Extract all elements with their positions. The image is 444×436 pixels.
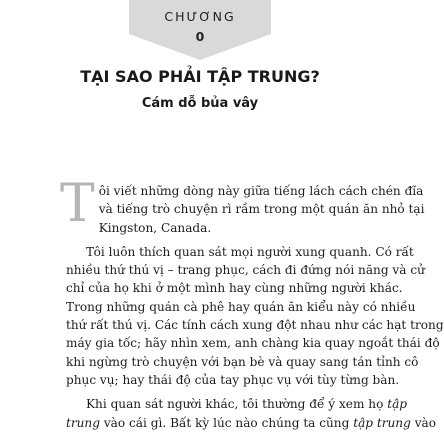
text-line: Kingston, Canada.: [98, 220, 212, 235]
text-line: khi ngừng trò chuyện với bạn bè và quay sang tán tỉnh cô: [66, 354, 419, 369]
text-line: nhiều thứ thú vị – trang phục, cách đi đứng nói năng và cử: [66, 263, 425, 278]
body-text: [60, 174, 444, 436]
emphasis-text: trung: [66, 415, 100, 430]
text-line: chỉ của họ khi ở một mình hay cùng những người khác.: [66, 281, 403, 296]
text-line: Trong những quán cà phê hay quán ăn kiểu này có nhiều: [66, 299, 416, 314]
text-line: ôi viết những dòng này giữa tiếng lách cách chén đĩa: [98, 184, 424, 198]
chapter-banner: [129, 0, 271, 60]
emphasis-text: trung: [376, 415, 411, 430]
text-line: máy gia tốc; hãy nhìn xem, anh chàng kia quay ngoắt thái độ: [66, 336, 440, 351]
paragraph-1: [60, 174, 425, 237]
text-line: phục vụ; hay thái độ của tay phục vụ với tùy từng bàn.: [66, 372, 400, 387]
paragraph-2: [66, 243, 444, 389]
text-line: Khi quan sát người khác, tôi thường để ý xem họ tập: [86, 397, 408, 412]
drop-cap: T: [60, 174, 95, 234]
text-line: trung vào cái gì. Bất kỳ lúc nào chúng ta cũng tập trung vào: [66, 415, 437, 430]
chapter-title: TẠI SAO PHẢI TẬP TRUNG?: [80, 67, 320, 86]
text-line: Tôi luôn thích quan sát mọi người xung quanh. Có rất: [86, 244, 414, 259]
chapter-number: 0: [195, 29, 205, 44]
chapter-subtitle: Cám dỗ bủa vây: [141, 96, 259, 111]
emphasis-text: tập: [387, 397, 408, 412]
chapter-label: CHƯƠNG: [164, 9, 236, 24]
text-line: thứ rất thú vị. Các tính cách xung đột nhau như các hạt trong: [66, 318, 444, 333]
text-line: và tiếng trò chuyện rì rầm trong một quán ăn nhỏ tại: [98, 202, 425, 217]
paragraph-3: [66, 395, 437, 432]
emphasis-text: tập: [353, 415, 374, 430]
